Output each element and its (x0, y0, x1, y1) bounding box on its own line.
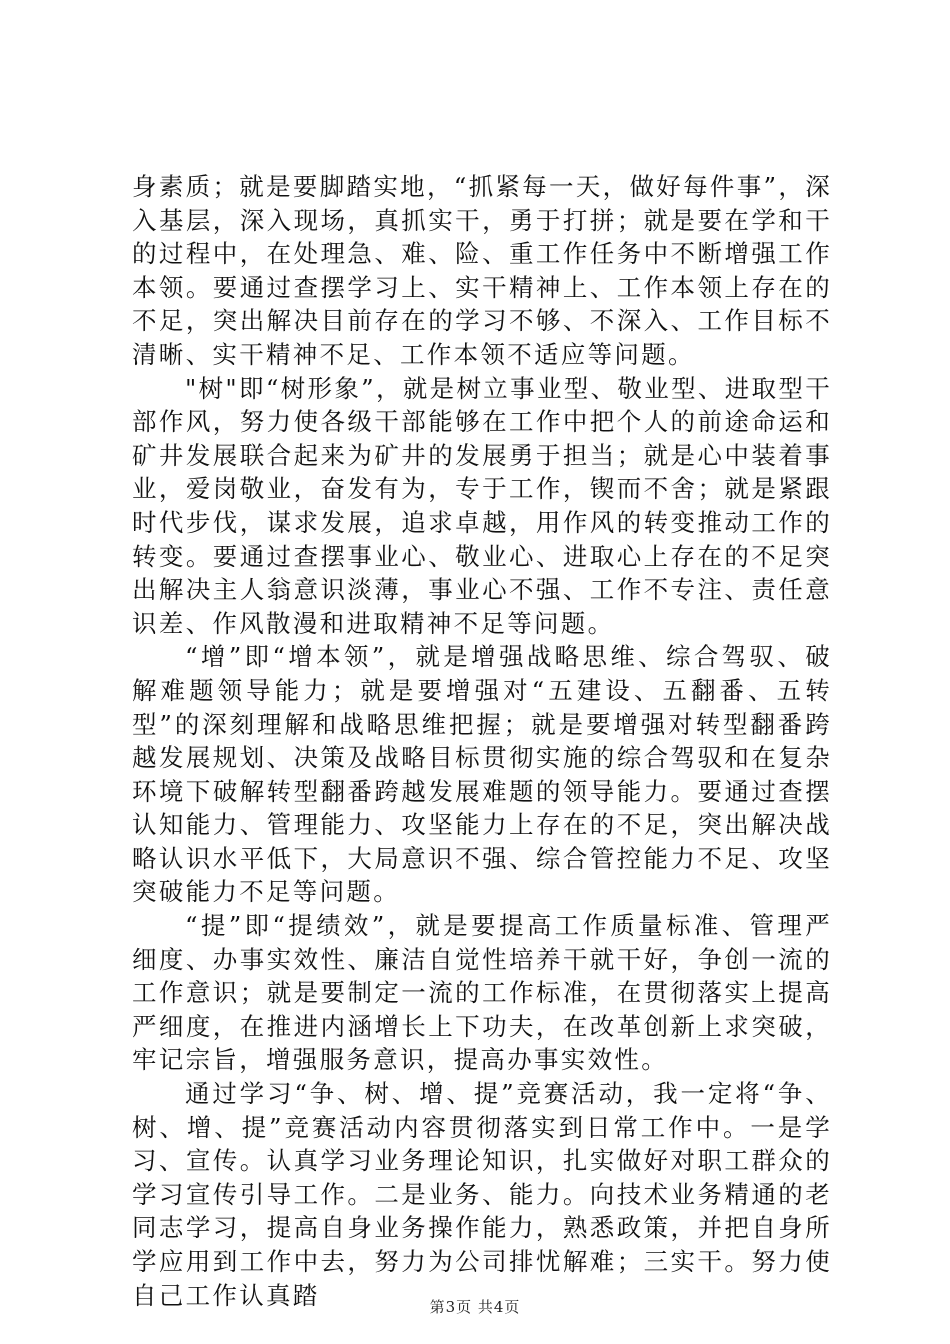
document-body (132, 170, 832, 1312)
paragraph-2: "树"即“树形象”，就是树立事业型、敬业型、进取型干部作风，努力使各级干部能够在工作中把个人的前途命运和矿井发展联合起来为矿井的发展勇于担当；就是心中装着事业，爱岗敬业，奋发有为，专于工作，锲而不舍；就是紧跟时代步伐，谋求发展，追求卓越，用作风的转变推动工作的转变。要通过查摆事业心、敬业心、进取心上存在的不足突出解决主人翁意识淡薄，事业心不强、工作不专注、责任意识差、作风散漫和进取精神不足等问题。 (132, 373, 832, 638)
paragraph-5: 通过学习“争、树、增、提”竞赛活动，我一定将“争、树、增、提”竞赛活动内容贯彻落实到日常工作中。一是学习、宣传。认真学习业务理论知识，扎实做好对职工群众的学习宣传引导工作。二是业务、能力。向技术业务精通的老同志学习，提高自身业务操作能力，熟悉政策，并把自身所学应用到工作中去，努力为公司排忧解难；三实干。努力使自己工作认真踏 (132, 1079, 832, 1310)
page-footer: 第3页 共4页 (429, 1298, 521, 1316)
paragraph-3: “增”即“增本领”，就是增强战略思维、综合驾驭、破解难题领导能力；就是要增强对“五建设、五翻番、五转型”的深刻理解和战略思维把握；就是要增强对转型翻番跨越发展规划、决策及战略目标贯彻实施的综合驾驭和在复杂环境下破解转型翻番跨越发展难题的领导能力。要通过查摆认知能力、管理能力、攻坚能力上存在的不足，突出解决战略认识水平低下，大局意识不强、综合管控能力不足、攻坚突破能力不足等问题。 (132, 642, 832, 907)
paragraph-4: “提”即“提绩效”，就是要提高工作质量标准、管理严细度、办事实效性、廉洁自觉性培养干就干好，争创一流的工作意识；就是要制定一流的工作标准，在贯彻落实上提高严细度，在推进内涵增长上下功夫，在改革创新上求突破，牢记宗旨，增强服务意识，提高办事实效性。 (132, 911, 832, 1075)
paragraph-1: 身素质；就是要脚踏实地，“抓紧每一天，做好每件事”，深入基层，深入现场，真抓实干，勇于打拼；就是要在学和干的过程中，在处理急、难、险、重工作任务中不断增强工作本领。要通过查摆学习上、实干精神上、工作本领上存在的不足，突出解决目前存在的学习不够、不深入、工作目标不清晰、实干精神不足、工作本领不适应等问题。 (132, 172, 832, 369)
